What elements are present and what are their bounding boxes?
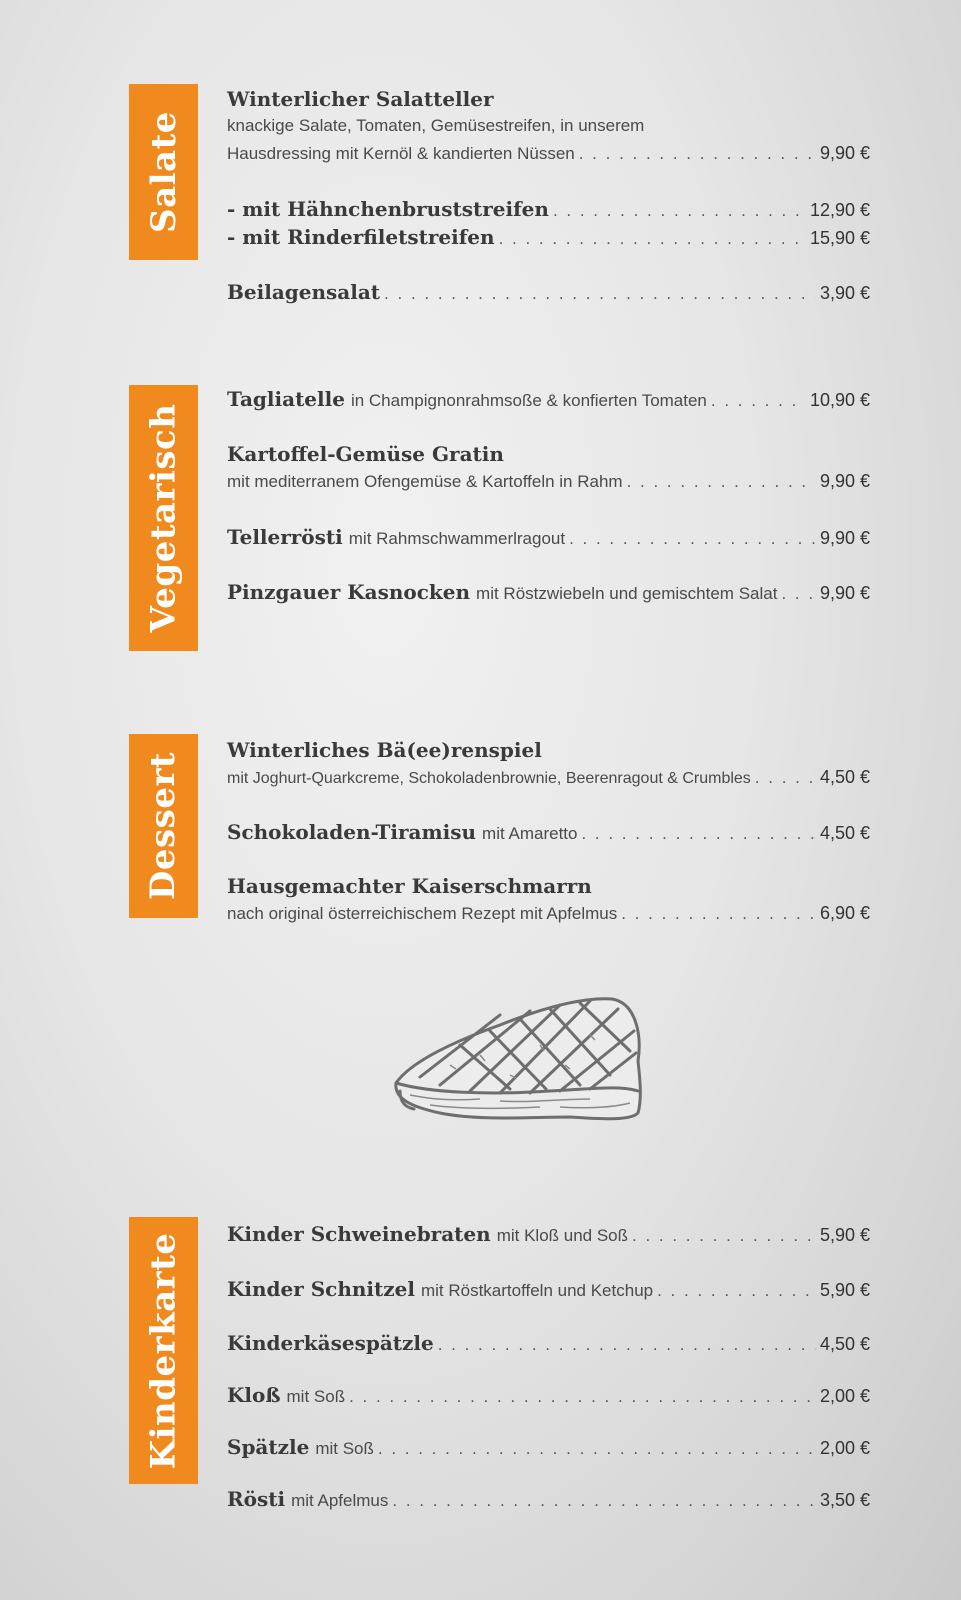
menu-item-tellerroesti xyxy=(227,524,870,553)
item-title: - mit Rinderfiletstreifen xyxy=(227,225,495,249)
menu-item-roesti xyxy=(227,1486,870,1515)
item-description: mit mediterranem Ofengemüse & Kartoffeln in Rahm xyxy=(227,472,623,491)
item-price: 9,90 € xyxy=(819,143,870,163)
item-title: Tellerrösti xyxy=(227,525,343,549)
dot-leader xyxy=(657,1277,816,1305)
dot-leader xyxy=(392,1487,816,1515)
item-price: 2,00 € xyxy=(819,1438,870,1458)
item-title: Beilagensalat xyxy=(227,280,381,304)
section-label-dessert: Dessert xyxy=(143,751,184,901)
item-description: Hausdressing mit Kernöl & kandierten Nüssen xyxy=(227,144,575,163)
item-title: Kinder Schnitzel xyxy=(227,1277,415,1301)
item-description: mit Joghurt-Quarkcreme, Schokoladenbrownie, Beerenragout & Crumbles xyxy=(227,770,751,787)
section-label-kinderkarte: Kinderkarte xyxy=(143,1232,184,1469)
dot-leader xyxy=(438,1331,816,1359)
dot-leader xyxy=(569,525,816,553)
item-title: Kloß xyxy=(227,1383,281,1407)
price-line xyxy=(227,139,870,168)
item-price: 2,00 € xyxy=(819,1386,870,1406)
menu-item-kinder-schweinebraten xyxy=(227,1221,870,1250)
menu-item-tagliatelle xyxy=(227,386,870,415)
item-description: mit Apfelmus xyxy=(291,1491,389,1510)
dot-leader xyxy=(553,197,806,225)
menu-item-kinderkaesespaetzle xyxy=(227,1330,870,1359)
section-tab-vegetarisch xyxy=(129,385,198,651)
item-title: Pinzgauer Kasnocken xyxy=(227,580,471,604)
item-title: Kinderkäsespätzle xyxy=(227,1331,434,1355)
item-title: - mit Hähnchenbruststreifen xyxy=(227,197,549,221)
section-tab-salate xyxy=(129,84,198,260)
item-title: Schokoladen-Tiramisu xyxy=(227,820,477,844)
menu-item-baerenspiel xyxy=(227,737,870,792)
dot-leader xyxy=(755,764,816,792)
menu-item-spaetzle xyxy=(227,1434,870,1463)
dot-leader xyxy=(627,468,816,496)
item-price: 9,90 € xyxy=(819,528,870,548)
menu-item-gratin xyxy=(227,441,870,496)
item-price: 4,50 € xyxy=(819,823,870,843)
item-price: 3,50 € xyxy=(819,1490,870,1510)
dot-leader xyxy=(384,280,816,308)
dot-leader xyxy=(711,387,806,415)
item-price: 4,50 € xyxy=(819,767,870,787)
item-title: Kinder Schweinebraten xyxy=(227,1222,491,1246)
item-title: Winterliches Bä(ee)renspiel xyxy=(227,738,542,762)
section-tab-dessert xyxy=(129,734,198,918)
dot-leader xyxy=(781,580,816,608)
item-price: 15,90 € xyxy=(809,228,870,248)
item-description: mit Röstkartoffeln und Ketchup xyxy=(420,1281,654,1300)
item-description: nach original österreichischem Rezept mit Apfelmus xyxy=(227,904,618,923)
item-description: mit Kloß und Soß xyxy=(496,1226,629,1245)
menu-item-beilagensalat xyxy=(227,279,870,308)
section-tab-kinderkarte xyxy=(129,1217,198,1484)
section-label-vegetarisch: Vegetarisch xyxy=(143,403,184,633)
item-price: 9,90 € xyxy=(819,583,870,603)
dot-leader xyxy=(581,820,815,848)
item-price: 5,90 € xyxy=(819,1225,870,1245)
item-price: 10,90 € xyxy=(809,390,870,410)
item-description: mit Soß xyxy=(315,1439,374,1458)
item-title: Spätzle xyxy=(227,1435,310,1459)
item-description: mit Soß xyxy=(286,1387,346,1406)
item-title: Tagliatelle xyxy=(227,387,345,411)
dot-leader xyxy=(499,225,806,253)
menu-item-kloss xyxy=(227,1382,870,1411)
item-description: mit Röstzwiebeln und gemischtem Salat xyxy=(476,584,778,603)
item-description: in Champignonrahmsoße & konfierten Tomaten xyxy=(350,391,707,410)
dot-leader xyxy=(632,1222,816,1250)
dot-leader xyxy=(378,1435,816,1463)
item-description: knackige Salate, Tomaten, Gemüsestreifen, in unserem xyxy=(227,116,645,135)
dot-leader xyxy=(349,1383,816,1411)
item-price: 6,90 € xyxy=(819,903,870,923)
dot-leader xyxy=(621,900,816,928)
item-price: 4,50 € xyxy=(819,1334,870,1354)
menu-item-haehnchen xyxy=(227,196,870,225)
item-price: 3,90 € xyxy=(819,283,870,303)
menu-item-kinder-schnitzel xyxy=(227,1276,870,1305)
item-title: Rösti xyxy=(227,1487,286,1511)
section-label-salate: Salate xyxy=(143,111,184,233)
item-price: 12,90 € xyxy=(809,200,870,220)
menu-item-tiramisu xyxy=(227,819,870,848)
item-price: 9,90 € xyxy=(819,471,870,491)
dot-leader xyxy=(579,140,816,168)
menu-item-rinderfilet xyxy=(227,224,870,253)
item-title: Winterlicher Salatteller xyxy=(227,87,494,111)
item-title: Kartoffel-Gemüse Gratin xyxy=(227,442,504,466)
menu-item-kasnocken xyxy=(227,579,870,608)
steak-icon xyxy=(390,995,650,1145)
menu-item-salatteller xyxy=(227,86,870,168)
item-title: Hausgemachter Kaiserschmarrn xyxy=(227,874,592,898)
menu-item-kaiserschmarrn xyxy=(227,873,870,928)
item-description: mit Rahmschwammerlragout xyxy=(348,529,566,548)
item-description: mit Amaretto xyxy=(482,824,578,843)
item-price: 5,90 € xyxy=(819,1280,870,1300)
